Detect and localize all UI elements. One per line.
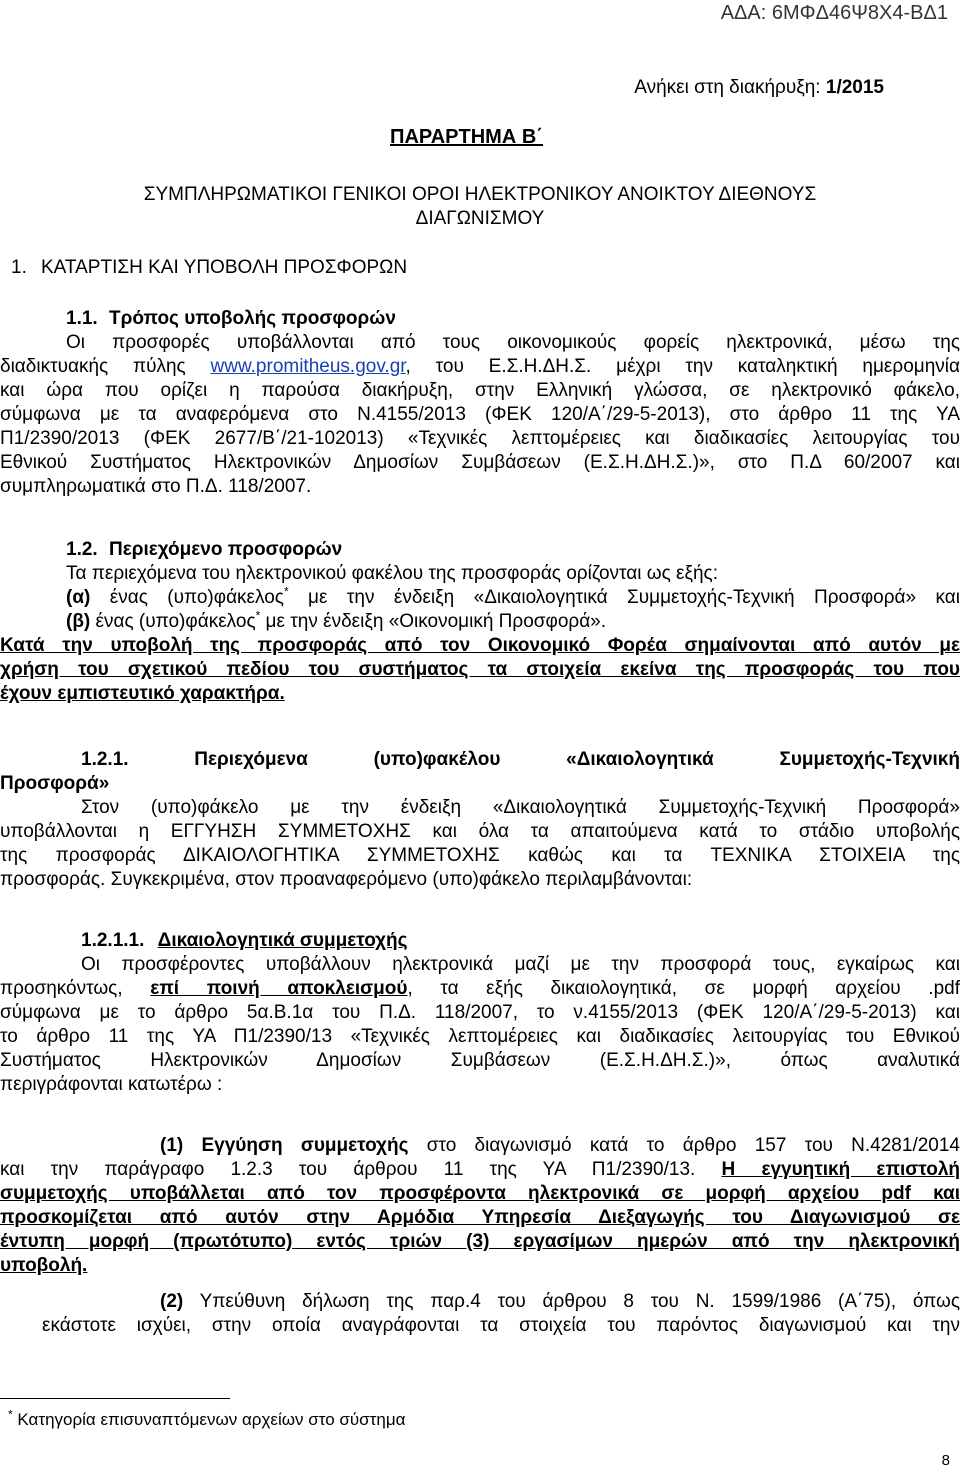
tender-reference-value: 1/2015 (825, 77, 884, 98)
paragraph-line: το άρθρο 11 της ΥΑ Π1/2390/13 «Τεχνικές λεπτομέρειες και διαδικασίες λειτουργίας του Εθνικού (0, 1026, 960, 1047)
section-1-heading (11, 257, 407, 279)
paragraph-line: σύμφωνα με τα αναφερόμενα στο Ν.4155/2013 (ΦΕΚ 120/Α΄/29-5-2013), στο άρθρο 11 της ΥΑ (0, 404, 960, 425)
section-1-2-title: Περιεχόμενο προσφορών (108, 539, 343, 560)
item-1-line: έντυπη μορφή (πρωτότυπο) εντός τριών (3) εργασίμων ημερών από την ηλεκτρονική (0, 1231, 960, 1252)
paragraph-line: Π1/2390/2013 (ΦΕΚ 2677/Β΄/21-102013) «Τεχνικές λεπτομέρειες και διαδικασίες λειτουργίας του (0, 428, 960, 449)
item-2-declaration (0, 1290, 960, 1338)
paragraph-line: της προσφοράς ΔΙΚΑΙΟΛΟΓΗΤΙΚΑ ΣΥΜΜΕΤΟΧΗΣ καθώς και τα ΤΕΧΝΙΚΑ ΣΤΟΙΧΕΙΑ της (0, 845, 960, 866)
section-1-2-1-heading: 1.2.1. Περιεχόμενα (υπο)φακέλου «Δικαιολογητικά Συμμετοχής-Τεχνική (81, 749, 960, 770)
document-title-line-1: ΣΥΜΠΛΗΡΩΜΑΤΙΚΟΙ ΓΕΝΙΚΟΙ ΟΡΟΙ ΗΛΕΚΤΡΟΝΙΚΟΥ ΑΝΟΙΚΤΟΥ ΔΙΕΘΝΟΥΣ (143, 184, 817, 205)
section-1-2-1-1 (0, 929, 960, 1097)
section-1-1-title: Τρόπος υποβολής προσφορών (108, 308, 396, 329)
annex-title: ΠΑΡΑΡΤΗΜΑ Β΄ (390, 126, 543, 148)
bold-notice-line: έχουν εμπιστευτικό χαρακτήρα. (0, 683, 285, 704)
section-1-2-1-1-heading (0, 929, 960, 953)
bold-notice-line: χρήση του σχετικού πεδίου του συστήματος τα στοιχεία εκείνα της προσφοράς του που (0, 659, 960, 680)
section-1-2-1 (0, 748, 960, 892)
item-1-line: προσκομίζεται από αυτόν στην Αρμόδια Υπηρεσία Διεξαγωγής του Διαγωνισμού σε (0, 1207, 960, 1228)
paragraph-line: περιγράφονται κατωτέρω : (0, 1074, 223, 1095)
paragraph-line: προσηκόντως, επί ποινή αποκλεισμού, τα εξής δικαιολογητικά, σε μορφή αρχείου .pdf (0, 978, 960, 999)
item-1-guarantee (0, 1134, 960, 1278)
footnote-text: Κατηγορία επισυναπτόμενων αρχείων στο σύστημα (12, 1410, 406, 1429)
page-number: 8 (941, 1452, 950, 1469)
item-2-line: εκάστοτε ισχύει, στην οποία αναγράφονται τα στοιχεία του παρόντος διαγωνισμού και την (42, 1315, 960, 1336)
item-1-line: συμμετοχής υποβάλλεται από τον προσφέροντα ηλεκτρονικά σε μορφή αρχείου pdf και (0, 1183, 960, 1204)
tender-reference (634, 77, 884, 99)
section-1-2 (0, 538, 960, 706)
item-1-line: υποβολή. (0, 1255, 88, 1276)
section-1-2-number: 1.2. (66, 539, 98, 560)
paragraph-line: Τα περιεχόμενα του ηλεκτρονικού φακέλου της προσφοράς ορίζονται ως εξής: (66, 563, 718, 584)
section-1-1-number: 1.1. (66, 308, 98, 329)
list-item-b: (β) ένας (υπο)φάκελος* με την ένδειξη «Οικονομική Προσφορά». (66, 608, 607, 632)
tender-reference-label: Ανήκει στη διακήρυξη: (634, 77, 821, 98)
footnote (8, 1407, 406, 1430)
document-title (80, 183, 880, 231)
paragraph-line: υποβάλλονται η ΕΓΓΥΗΣΗ ΣΥΜΜΕΤΟΧΗΣ και όλα τα απαιτούμενα κατά το στάδιο υποβολής (0, 821, 960, 842)
ada-code: ΑΔΑ: 6ΜΦΔ46Ψ8Χ4-ΒΔ1 (720, 2, 948, 24)
paragraph-line: σύμφωνα με το άρθρο 5α.Β.1α του Π.Δ. 118/2007, το ν.4155/2013 (ΦΕΚ 120/Α΄/29-5-2013) και (0, 1002, 960, 1023)
section-1-2-1-heading-cont: Προσφορά» (0, 773, 110, 794)
paragraph-line: Οι προσφορές υποβάλλονται από τους οικονομικούς φορείς ηλεκτρονικά, μέσω της (66, 332, 960, 353)
paragraph-line: Εθνικού Συστήματος Ηλεκτρονικών Δημοσίων Συμβάσεων (Ε.Σ.Η.ΔΗ.Σ.)», στο Π.Δ 60/2007 και (0, 452, 960, 473)
section-1-title: ΚΑΤΑΡΤΙΣΗ ΚΑΙ ΥΠΟΒΟΛΗ ΠΡΟΣΦΟΡΩΝ (41, 257, 408, 278)
section-1-1 (0, 307, 960, 499)
section-1-2-heading (0, 538, 960, 562)
paragraph-line: Συστήματος Ηλεκτρονικών Δημοσίων Συμβάσεων (Ε.Σ.Η.ΔΗ.Σ.)», όπως αναλυτικά (0, 1050, 960, 1071)
item-1-line: (1) Εγγύηση συμμετοχής στο διαγωνισμό κατά το άρθρο 157 του Ν.4281/2014 (160, 1135, 960, 1156)
promitheus-link[interactable]: www.promitheus.gov.gr (210, 356, 406, 377)
section-1-1-heading (0, 307, 960, 331)
footnote-star: * (8, 1407, 13, 1422)
item-2-line: (2) Υπεύθυνη δήλωση της παρ.4 του άρθρου 8 του Ν. 1599/1986 (Α΄75), όπως (160, 1291, 960, 1312)
paragraph-line: και ώρα που ορίζει η παρούσα διακήρυξη, στην Ελληνική γλώσσα, σε ηλεκτρονικό φάκελο, (0, 380, 960, 401)
section-1-2-1-1-number: 1.2.1.1. (81, 930, 145, 951)
paragraph-line: συμπληρωματικά στο Π.Δ. 118/2007. (0, 476, 312, 497)
list-item-a: (α) ένας (υπο)φάκελος* με την ένδειξη «Δικαιολογητικά Συμμετοχής-Τεχνική Προσφορά» και (66, 584, 960, 608)
paragraph-line: προσφοράς. Συγκεκριμένα, στον προαναφερόμενο (υπο)φάκελο περιλαμβάνονται: (0, 869, 693, 890)
paragraph-line: Στον (υπο)φάκελο με την ένδειξη «Δικαιολογητικά Συμμετοχής-Τεχνική Προσφορά» (81, 797, 960, 818)
bold-notice-line: Κατά την υποβολή της προσφοράς από τον Οικονομικό Φορέα σημαίνονται από αυτόν με (0, 635, 960, 656)
footnote-separator (0, 1398, 230, 1399)
paragraph-line: διαδικτυακής πύλης www.promitheus.gov.gr, του Ε.Σ.Η.ΔΗ.Σ. μέχρι την καταληκτική ημερομηνία (0, 356, 960, 377)
document-title-line-2: ΔΙΑΓΩΝΙΣΜΟΥ (415, 208, 545, 229)
item-1-line: και την παράγραφο 1.2.3 του άρθρου 11 της ΥΑ Π1/2390/13. Η εγγυητική επιστολή (0, 1159, 960, 1180)
section-1-number: 1. (11, 257, 27, 278)
section-1-2-1-1-title: Δικαιολογητικά συμμετοχής (157, 930, 408, 951)
paragraph-line: Οι προσφέροντες υποβάλλουν ηλεκτρονικά μαζί με την προσφορά τους, εγκαίρως και (81, 954, 960, 975)
